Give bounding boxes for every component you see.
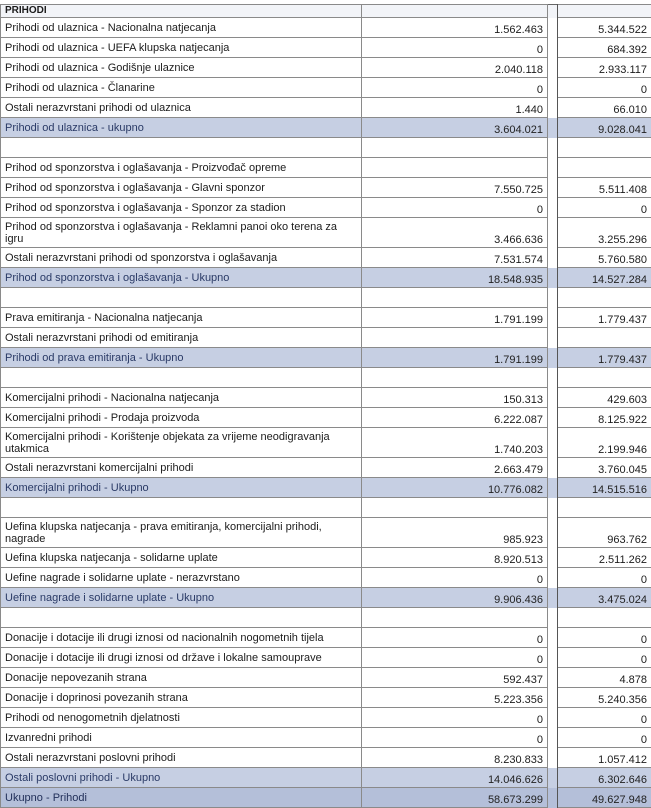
row-value-current: 0 xyxy=(362,78,548,98)
row-label: Ostali nerazvrstani prihodi od ulaznica xyxy=(1,98,362,118)
row-value-prior xyxy=(558,498,651,518)
row-value-current: 9.906.436 xyxy=(362,588,548,608)
column-gap xyxy=(548,568,558,588)
row-value-current: 1.740.203 xyxy=(362,428,548,458)
row-value-prior: 3.760.045 xyxy=(558,458,651,478)
subtotal-row xyxy=(1,588,651,608)
row-value-current: 0 xyxy=(362,198,548,218)
row-label: Prihodi od nenogometnih djelatnosti xyxy=(1,708,362,728)
section-header-row xyxy=(1,5,651,18)
row-value-current xyxy=(362,158,548,178)
row-label: Izvanredni prihodi xyxy=(1,728,362,748)
column-gap xyxy=(548,728,558,748)
row-value-current: 1.440 xyxy=(362,98,548,118)
row-value-prior: 5.344.522 xyxy=(558,18,651,38)
table-row xyxy=(1,708,651,728)
table-row xyxy=(1,178,651,198)
row-label: Ostali poslovni prihodi - Ukupno xyxy=(1,768,362,788)
table-row xyxy=(1,748,651,768)
row-value-current: 8.230.833 xyxy=(362,748,548,768)
row-label: Komercijalni prihodi - Nacionalna natjecanja xyxy=(1,388,362,408)
row-value-prior: 5.511.408 xyxy=(558,178,651,198)
row-value-current: 1.791.199 xyxy=(362,308,548,328)
table-row xyxy=(1,428,651,458)
spacer-row xyxy=(1,368,651,388)
row-value-prior: 429.603 xyxy=(558,388,651,408)
column-gap xyxy=(548,368,558,388)
table-row xyxy=(1,648,651,668)
row-label: Prihod od sponzorstva i oglašavanja - Glavni sponzor xyxy=(1,178,362,198)
column-gap xyxy=(548,768,558,788)
table-row xyxy=(1,628,651,648)
column-gap xyxy=(548,198,558,218)
row-value-current: 985.923 xyxy=(362,518,548,548)
table-row xyxy=(1,568,651,588)
spacer-row xyxy=(1,288,651,308)
table-row xyxy=(1,308,651,328)
row-value-current: 0 xyxy=(362,568,548,588)
row-value-current: 7.550.725 xyxy=(362,178,548,198)
column-gap xyxy=(548,518,558,548)
column-gap xyxy=(548,498,558,518)
column-gap xyxy=(548,648,558,668)
row-value-prior: 49.627.948 xyxy=(558,788,651,808)
table-row xyxy=(1,668,651,688)
table-row xyxy=(1,408,651,428)
row-value-current: 10.776.082 xyxy=(362,478,548,498)
row-value-prior: 0 xyxy=(558,568,651,588)
row-value-current xyxy=(362,498,548,518)
row-value-prior: 4.878 xyxy=(558,668,651,688)
row-label: Prava emitiranja - Nacionalna natjecanja xyxy=(1,308,362,328)
row-value-current: 3.604.021 xyxy=(362,118,548,138)
row-label: Prihodi od ulaznica - Nacionalna natjecanja xyxy=(1,18,362,38)
column-gap xyxy=(548,388,558,408)
subtotal-row xyxy=(1,348,651,368)
row-value-current: 8.920.513 xyxy=(362,548,548,568)
column-gap xyxy=(548,18,558,38)
row-value-current xyxy=(362,608,548,628)
row-value-prior: 0 xyxy=(558,78,651,98)
row-label xyxy=(1,498,362,518)
row-label: Donacije i dotacije ili drugi iznosi od države i lokalne samouprave xyxy=(1,648,362,668)
row-label: Prihodi od ulaznica - Godišnje ulaznice xyxy=(1,58,362,78)
row-label xyxy=(1,608,362,628)
row-label: Uefine nagrade i solidarne uplate - nerazvrstano xyxy=(1,568,362,588)
row-value-current xyxy=(362,368,548,388)
column-gap xyxy=(548,408,558,428)
section-title: PRIHODI xyxy=(1,5,362,18)
row-value-current: 592.437 xyxy=(362,668,548,688)
row-label: Komercijalni prihodi - Prodaja proizvoda xyxy=(1,408,362,428)
row-value-prior xyxy=(558,328,651,348)
row-label: Prihod od sponzorstva i oglašavanja - Sponzor za stadion xyxy=(1,198,362,218)
column-gap xyxy=(548,428,558,458)
row-value-prior: 963.762 xyxy=(558,518,651,548)
table-row xyxy=(1,38,651,58)
column-gap xyxy=(548,708,558,728)
row-label: Prihod od sponzorstva i oglašavanja - Reklamni panoi oko terena za igru xyxy=(1,218,362,248)
column-header-kuna-2 xyxy=(618,0,637,1)
row-value-prior: 2.511.262 xyxy=(558,548,651,568)
row-value-current: 14.046.626 xyxy=(362,768,548,788)
column-gap xyxy=(548,788,558,808)
row-label: Uefina klupska natjecanja - prava emitiranja, komercijalni prihodi, nagrade xyxy=(1,518,362,548)
row-value-prior: 0 xyxy=(558,708,651,728)
row-value-prior: 14.515.516 xyxy=(558,478,651,498)
table-row xyxy=(1,688,651,708)
column-gap xyxy=(548,268,558,288)
spacer-row xyxy=(1,608,651,628)
row-label: Ostali nerazvrstani prihodi od sponzorstva i oglašavanja xyxy=(1,248,362,268)
row-label: Ostali nerazvrstani prihodi od emitiranja xyxy=(1,328,362,348)
column-gap xyxy=(548,288,558,308)
row-label xyxy=(1,368,362,388)
row-label: Komercijalni prihodi - Ukupno xyxy=(1,478,362,498)
row-value-prior: 0 xyxy=(558,198,651,218)
row-value-current: 7.531.574 xyxy=(362,248,548,268)
row-value-prior xyxy=(558,368,651,388)
table-row xyxy=(1,388,651,408)
row-label: Donacije i dotacije ili drugi iznosi od nacionalnih nogometnih tijela xyxy=(1,628,362,648)
row-value-current: 58.673.299 xyxy=(362,788,548,808)
row-value-current: 6.222.087 xyxy=(362,408,548,428)
table-row xyxy=(1,58,651,78)
row-value-current: 150.313 xyxy=(362,388,548,408)
column-gap xyxy=(548,158,558,178)
row-value-current: 2.040.118 xyxy=(362,58,548,78)
row-value-current: 1.791.199 xyxy=(362,348,548,368)
column-gap xyxy=(548,178,558,198)
column-gap xyxy=(548,478,558,498)
table-row xyxy=(1,248,651,268)
row-value-current: 18.548.935 xyxy=(362,268,548,288)
row-value-current: 0 xyxy=(362,628,548,648)
row-value-current xyxy=(362,138,548,158)
row-label: Donacije nepovezanih strana xyxy=(1,668,362,688)
row-label: Prihodi od ulaznica - Članarine xyxy=(1,78,362,98)
table-row xyxy=(1,518,651,548)
column-gap xyxy=(548,78,558,98)
row-value-prior xyxy=(558,158,651,178)
column-gap xyxy=(548,248,558,268)
row-label xyxy=(1,288,362,308)
row-value-prior: 5.240.356 xyxy=(558,688,651,708)
table-row xyxy=(1,18,651,38)
column-gap xyxy=(548,458,558,478)
table-row xyxy=(1,458,651,478)
revenue-table-body xyxy=(1,5,651,808)
column-gap xyxy=(548,588,558,608)
row-label: Uefina klupska natjecanja - solidarne uplate xyxy=(1,548,362,568)
table-row xyxy=(1,728,651,748)
column-gap xyxy=(548,118,558,138)
row-value-current: 5.223.356 xyxy=(362,688,548,708)
column-gap xyxy=(548,748,558,768)
column-gap xyxy=(548,548,558,568)
table-row xyxy=(1,198,651,218)
row-value-prior: 0 xyxy=(558,728,651,748)
row-value-current xyxy=(362,328,548,348)
column-header-kuna-1 xyxy=(585,0,604,1)
column-gap xyxy=(548,328,558,348)
row-value-current: 1.562.463 xyxy=(362,18,548,38)
revenue-table xyxy=(0,4,651,808)
column-gap xyxy=(548,668,558,688)
row-value-prior: 1.779.437 xyxy=(558,308,651,328)
row-label: Prihodi od ulaznica - UEFA klupska natjecanja xyxy=(1,38,362,58)
row-value-prior: 6.302.646 xyxy=(558,768,651,788)
row-value-prior: 1.779.437 xyxy=(558,348,651,368)
table-row xyxy=(1,218,651,248)
row-value-prior: 684.392 xyxy=(558,38,651,58)
table-row xyxy=(1,78,651,98)
spacer-row xyxy=(1,498,651,518)
row-label: Donacije i doprinosi povezanih strana xyxy=(1,688,362,708)
table-row xyxy=(1,158,651,178)
column-gap xyxy=(548,58,558,78)
row-value-prior xyxy=(558,608,651,628)
column-gap xyxy=(548,628,558,648)
table-row xyxy=(1,98,651,118)
row-value-prior: 1.057.412 xyxy=(558,748,651,768)
subtotal-row xyxy=(1,478,651,498)
column-gap xyxy=(548,98,558,118)
row-value-prior xyxy=(558,288,651,308)
row-value-prior: 0 xyxy=(558,628,651,648)
subtotal-row xyxy=(1,118,651,138)
row-value-current: 0 xyxy=(362,708,548,728)
row-label: Ukupno - Prihodi xyxy=(1,788,362,808)
subtotal-row xyxy=(1,768,651,788)
row-value-prior xyxy=(558,138,651,158)
row-value-prior: 9.028.041 xyxy=(558,118,651,138)
grand-total-row xyxy=(1,788,651,808)
row-label: Prihodi od ulaznica - ukupno xyxy=(1,118,362,138)
table-row xyxy=(1,328,651,348)
column-gap xyxy=(548,608,558,628)
row-value-current: 0 xyxy=(362,38,548,58)
row-label: Prihod od sponzorstva i oglašavanja - Proizvođač opreme xyxy=(1,158,362,178)
column-gap xyxy=(548,348,558,368)
spacer-row xyxy=(1,138,651,158)
row-label: Prihod od sponzorstva i oglašavanja - Ukupno xyxy=(1,268,362,288)
row-label: Komercijalni prihodi - Korištenje objekata za vrijeme neodigravanja utakmica xyxy=(1,428,362,458)
row-value-current: 2.663.479 xyxy=(362,458,548,478)
row-value-prior: 5.760.580 xyxy=(558,248,651,268)
row-label: Ostali nerazvrstani poslovni prihodi xyxy=(1,748,362,768)
row-label: Prihodi od prava emitiranja - Ukupno xyxy=(1,348,362,368)
row-value-prior: 8.125.922 xyxy=(558,408,651,428)
row-label: Ostali nerazvrstani komercijalni prihodi xyxy=(1,458,362,478)
table-row xyxy=(1,548,651,568)
row-value-prior: 14.527.284 xyxy=(558,268,651,288)
row-value-current: 3.466.636 xyxy=(362,218,548,248)
row-value-prior: 0 xyxy=(558,648,651,668)
row-value-prior: 66.010 xyxy=(558,98,651,118)
row-value-prior: 2.933.117 xyxy=(558,58,651,78)
subtotal-row xyxy=(1,268,651,288)
column-gap xyxy=(548,218,558,248)
row-value-prior: 2.199.946 xyxy=(558,428,651,458)
row-value-prior: 3.475.024 xyxy=(558,588,651,608)
column-gap xyxy=(548,138,558,158)
column-gap xyxy=(548,308,558,328)
row-label: Uefine nagrade i solidarne uplate - Ukupno xyxy=(1,588,362,608)
row-value-current xyxy=(362,288,548,308)
row-value-current: 0 xyxy=(362,648,548,668)
row-value-prior: 3.255.296 xyxy=(558,218,651,248)
column-gap xyxy=(548,38,558,58)
row-label xyxy=(1,138,362,158)
row-value-current: 0 xyxy=(362,728,548,748)
column-gap xyxy=(548,688,558,708)
